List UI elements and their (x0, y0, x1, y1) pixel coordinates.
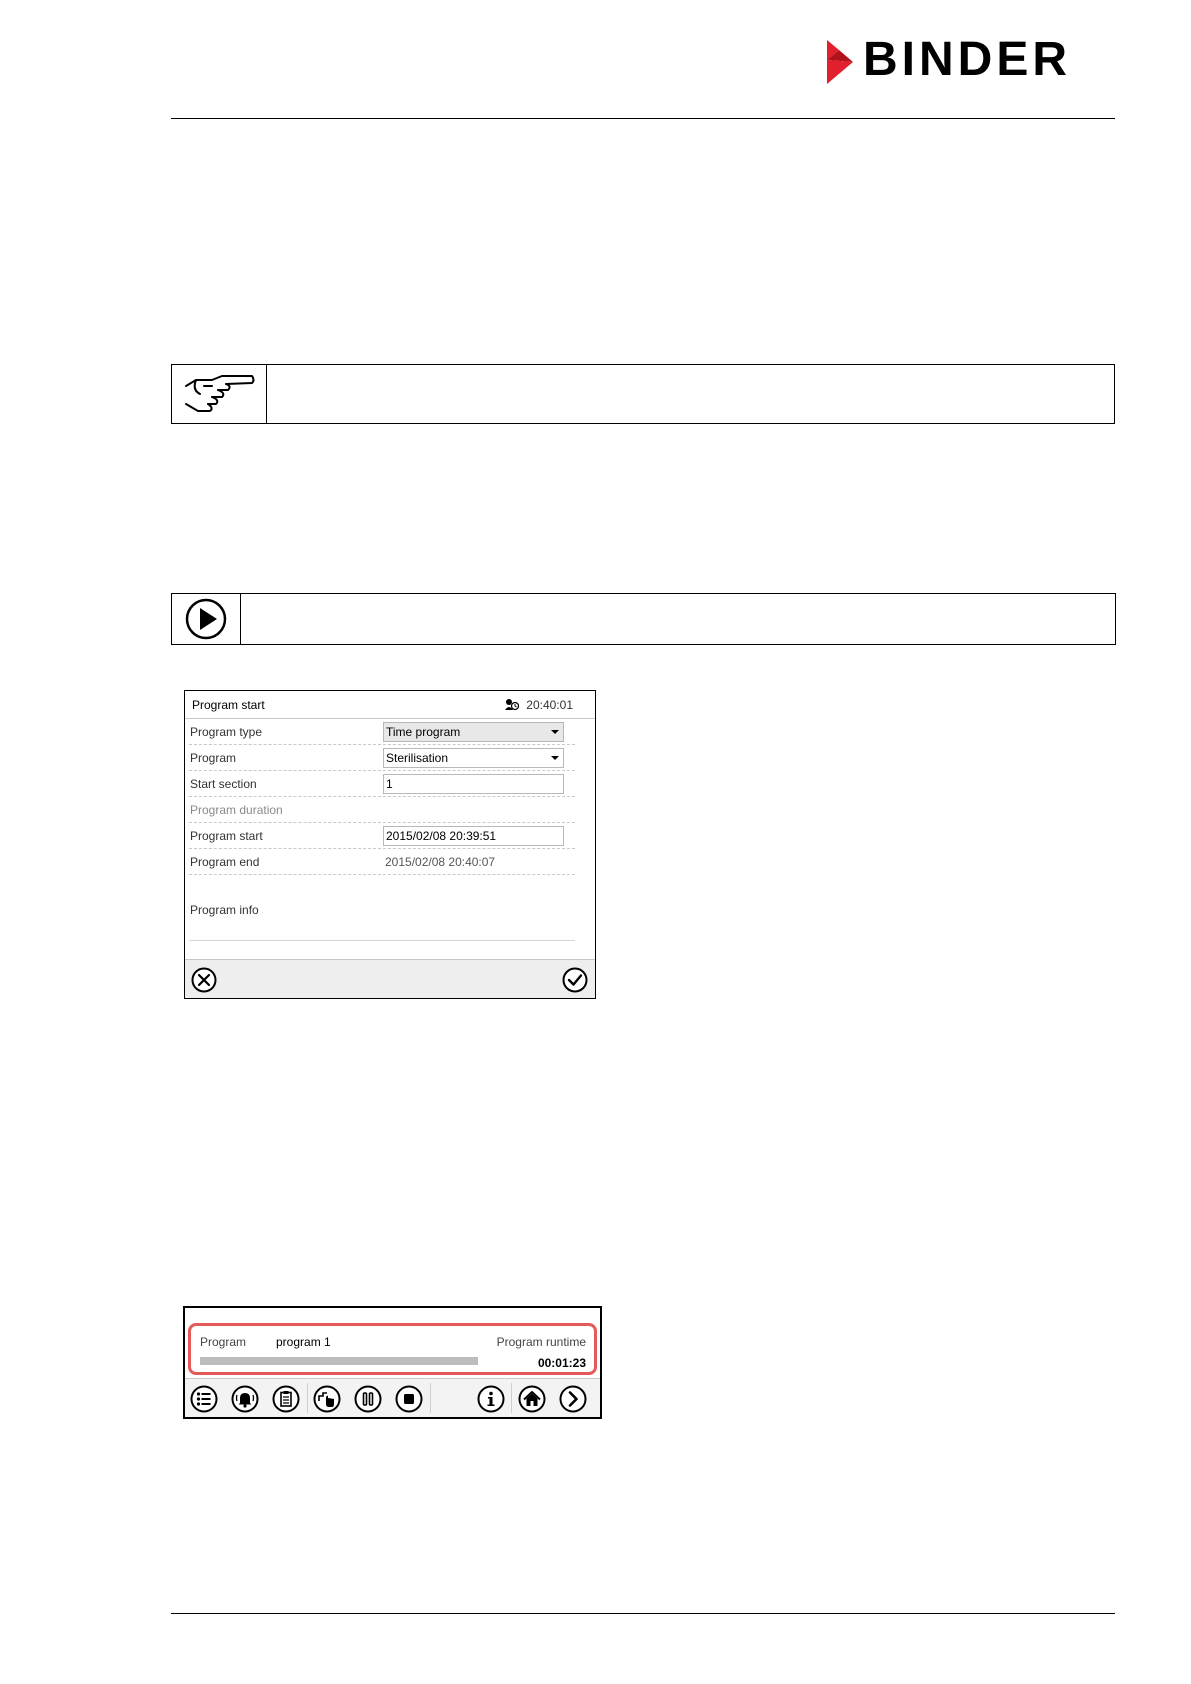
program-name: program 1 (276, 1335, 331, 1349)
pause-icon (354, 1385, 382, 1413)
program-type-row (189, 719, 575, 745)
start-section-label: Start section (190, 777, 257, 791)
confirm-button[interactable] (562, 967, 588, 993)
status-toolbar (185, 1378, 600, 1417)
cancel-button[interactable] (191, 967, 217, 993)
chevron-down-icon (551, 730, 559, 734)
next-icon (559, 1385, 587, 1413)
event-list-icon (272, 1385, 300, 1413)
program-info-label: Program info (190, 903, 259, 917)
run-instruction-box (171, 593, 1116, 645)
home-button[interactable] (518, 1385, 546, 1413)
program-info-row (189, 886, 575, 941)
confirm-icon (562, 967, 588, 993)
cancel-icon (191, 967, 217, 993)
manual-mode-button[interactable] (313, 1385, 341, 1413)
play-icon-cell (172, 594, 241, 644)
brand-name: BINDER (863, 33, 1072, 86)
binder-logo-mark-icon (825, 38, 855, 88)
program-status-widget (183, 1306, 602, 1419)
footer-rule (171, 1613, 1115, 1614)
program-status-highlight (188, 1323, 597, 1375)
info-icon (477, 1385, 505, 1413)
stop-button[interactable] (395, 1385, 423, 1413)
note-box (171, 364, 1115, 424)
program-progress-fill (200, 1357, 478, 1365)
pause-button[interactable] (354, 1385, 382, 1413)
screen-header (185, 691, 595, 719)
next-button[interactable] (559, 1385, 587, 1413)
program-end-label: Program end (190, 855, 260, 869)
alarm-button[interactable] (231, 1385, 259, 1413)
menu-button[interactable] (190, 1385, 218, 1413)
program-end-value: 2015/02/08 20:40:07 (385, 855, 496, 869)
info-button[interactable] (477, 1385, 505, 1413)
user-clock-icon (505, 698, 519, 714)
clock: 20:40:01 (526, 698, 573, 712)
program-value: Sterilisation (386, 751, 449, 765)
screen-title: Program start (192, 698, 265, 712)
program-row (189, 745, 575, 771)
program-start-screen (184, 690, 596, 999)
binder-logo (825, 33, 1115, 88)
start-section-row (189, 771, 575, 797)
toolbar-separator (307, 1383, 308, 1413)
start-section-value: 1 (386, 777, 393, 791)
chevron-down-icon (551, 756, 559, 760)
program-type-value: Time program (386, 725, 461, 739)
home-icon (518, 1385, 546, 1413)
program-dropdown[interactable] (383, 748, 564, 768)
program-type-label: Program type (190, 725, 263, 739)
alarm-bell-icon (231, 1385, 259, 1413)
toolbar-separator (430, 1383, 431, 1413)
program-duration-row (189, 797, 575, 823)
runtime-value: 00:01:23 (537, 1356, 586, 1370)
program-start-input[interactable] (383, 826, 564, 846)
screen-footer (185, 959, 595, 998)
menu-icon (190, 1385, 218, 1413)
program-type-dropdown[interactable] (383, 722, 564, 742)
event-list-button[interactable] (272, 1385, 300, 1413)
program-start-row (189, 823, 575, 849)
program-start-value: 2015/02/08 20:39:51 (386, 829, 497, 843)
toolbar-separator (511, 1383, 512, 1413)
start-section-input[interactable] (383, 774, 564, 794)
play-icon (184, 597, 228, 641)
runtime-label: Program runtime (496, 1335, 586, 1349)
program-end-row (189, 849, 575, 875)
program-duration-label: Program duration (190, 803, 283, 817)
program-progress-bar (200, 1357, 478, 1365)
program-label: Program (200, 1335, 247, 1349)
header-rule (171, 118, 1115, 119)
manual-mode-icon (313, 1385, 341, 1413)
pointing-hand-icon (182, 372, 256, 416)
program-start-label: Program start (190, 829, 263, 843)
stop-icon (395, 1385, 423, 1413)
program-label: Program (190, 751, 237, 765)
note-icon-cell (172, 365, 267, 423)
